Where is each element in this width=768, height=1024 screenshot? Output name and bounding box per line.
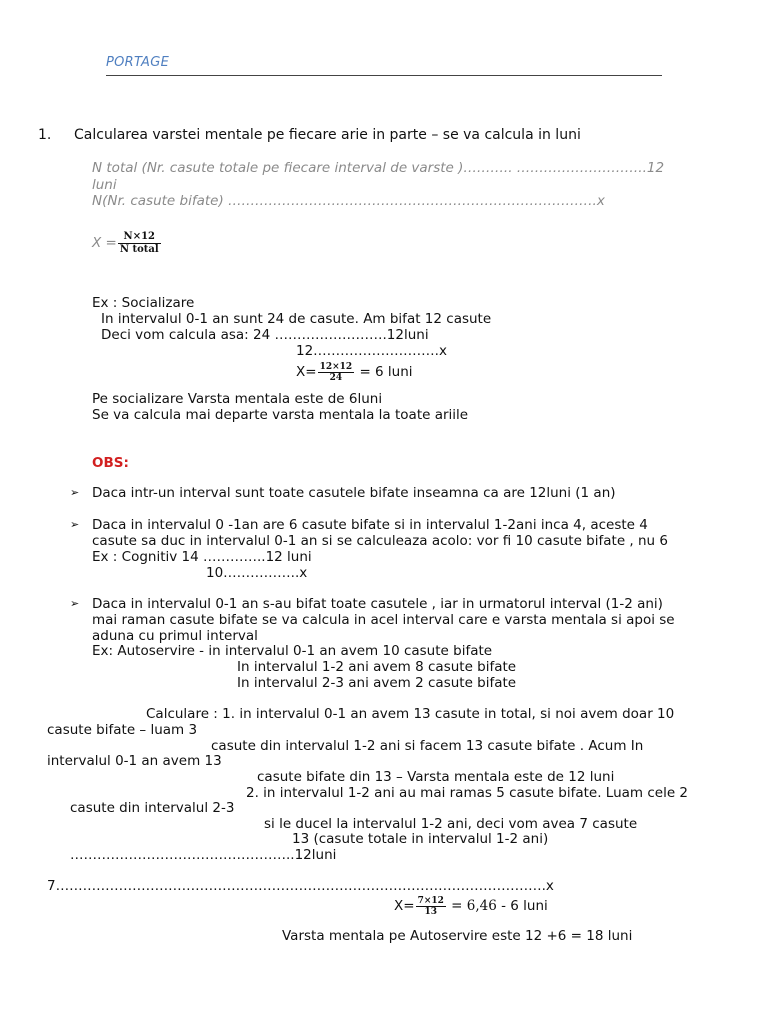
- example-line-3: 12……………………….x: [296, 343, 447, 359]
- calc-formula: [394, 893, 548, 919]
- formula-prefix: X=: [296, 364, 317, 380]
- definition-line-2: N(Nr. casute bifate) ……………………………………………………………………….x: [92, 193, 605, 209]
- obs-bullet-2-line-2: casute sa duc in intervalul 0-1 an si se calculeaza acolo: vor fi 10 casute bifate , nu 6: [92, 533, 668, 549]
- section-number: 1.: [38, 127, 52, 143]
- obs-bullet-1: Daca intr-un interval sunt toate casutele bifate inseamna ca are 12luni (1 an): [92, 485, 616, 501]
- obs-bullet-3-line-4: Ex: Autoservire - in intervalul 0-1 an avem 10 casute bifate: [92, 643, 493, 659]
- example-line-1: In intervalul 0-1 an sunt 24 de casute. Am bifat 12 casute: [101, 311, 492, 327]
- calc-line-8: si le ducel la intervalul 1-2 ani, deci vom avea 7 casute: [264, 816, 638, 832]
- fraction-denominator: N total: [119, 243, 159, 255]
- fraction-denominator: 13: [424, 906, 437, 917]
- obs-bullet-2-line-1: Daca in intervalul 0 -1an are 6 casute bifate si in intervalul 1-2ani inca 4, aceste 4: [92, 517, 648, 533]
- obs-bullet-3-line-3: aduna cu primul interval: [92, 628, 258, 644]
- calc-line-2: casute bifate – luam 3: [47, 722, 198, 738]
- section-title: Calcularea varstei mentale pe fiecare arie in parte – se va calcula in luni: [74, 127, 581, 143]
- obs-bullet-3-line-6: In intervalul 2-3 ani avem 2 casute bifate: [237, 675, 517, 691]
- formula-tail: - 6 luni: [496, 898, 548, 914]
- example-formula: [296, 360, 413, 384]
- example-title: Ex : Socializare: [92, 295, 195, 311]
- bullet-arrow-icon: ➢: [70, 597, 80, 610]
- calc-line-10: …………………………………………..12luni: [70, 847, 337, 863]
- document-header: PORTAGE: [106, 55, 170, 70]
- obs-label: OBS:: [92, 455, 129, 471]
- formula-fraction: [318, 362, 355, 383]
- example-conclusion-2: Se va calcula mai departe varsta mentala la toate ariile: [92, 407, 469, 423]
- definition-line-1: N total (Nr. casute totale pe fiecare interval de varste )……….. ………………………..12: [92, 160, 665, 176]
- calc-line-7: casute din intervalul 2-3: [70, 800, 235, 816]
- fraction-numerator: 7×12: [417, 895, 444, 906]
- obs-bullet-2-line-3: Ex : Cognitiv 14 …………..12 luni: [92, 549, 312, 565]
- formula-prefix: X =: [92, 235, 117, 251]
- definition-line-1-cont: luni: [92, 177, 117, 193]
- formula-result: = 6,46: [446, 898, 497, 914]
- fraction-numerator: 12×12: [319, 361, 353, 372]
- formula-general: [92, 230, 162, 256]
- example-line-2: Deci vom calcula asa: 24 …………………….12luni: [101, 327, 429, 343]
- obs-bullet-3-line-2: mai raman casute bifate se va calcula in acel interval care e varsta mentala si apoi se: [92, 612, 675, 628]
- fraction-numerator: N×12: [118, 231, 161, 244]
- final-result: Varsta mentala pe Autoservire este 12 +6 = 18 luni: [282, 928, 633, 944]
- bullet-arrow-icon: ➢: [70, 518, 80, 531]
- formula-result: = 6 luni: [355, 364, 413, 380]
- fraction-denominator: 24: [329, 372, 343, 383]
- calc-line-3: casute din intervalul 1-2 ani si facem 13 casute bifate . Acum In: [211, 738, 644, 754]
- calc-line-4: intervalul 0-1 an avem 13: [47, 753, 222, 769]
- obs-bullet-3-line-5: In intervalul 1-2 ani avem 8 casute bifate: [237, 659, 517, 675]
- example-conclusion-1: Pe socializare Varsta mentala este de 6luni: [92, 391, 383, 407]
- calc-line-1: Calculare : 1. in intervalul 0-1 an avem 13 casute in total, si noi avem doar 10: [146, 706, 675, 722]
- header-rule: [106, 75, 662, 76]
- formula-fraction: [416, 896, 446, 917]
- formula-fraction: [118, 231, 161, 256]
- obs-bullet-2-line-4: 10……………..x: [206, 565, 308, 581]
- calc-line-11: 7……………………………………………………………………………………………….x: [47, 878, 554, 894]
- obs-bullet-3-line-1: Daca in intervalul 0-1 an s-au bifat toate casutele , iar in urmatorul interval (1-2 ani): [92, 596, 663, 612]
- calc-line-9: 13 (casute totale in intervalul 1-2 ani): [292, 831, 549, 847]
- calc-line-6: 2. in intervalul 1-2 ani au mai ramas 5 casute bifate. Luam cele 2: [246, 785, 689, 801]
- bullet-arrow-icon: ➢: [70, 486, 80, 499]
- formula-prefix: X=: [394, 898, 415, 914]
- calc-line-5: casute bifate din 13 – Varsta mentala este de 12 luni: [257, 769, 615, 785]
